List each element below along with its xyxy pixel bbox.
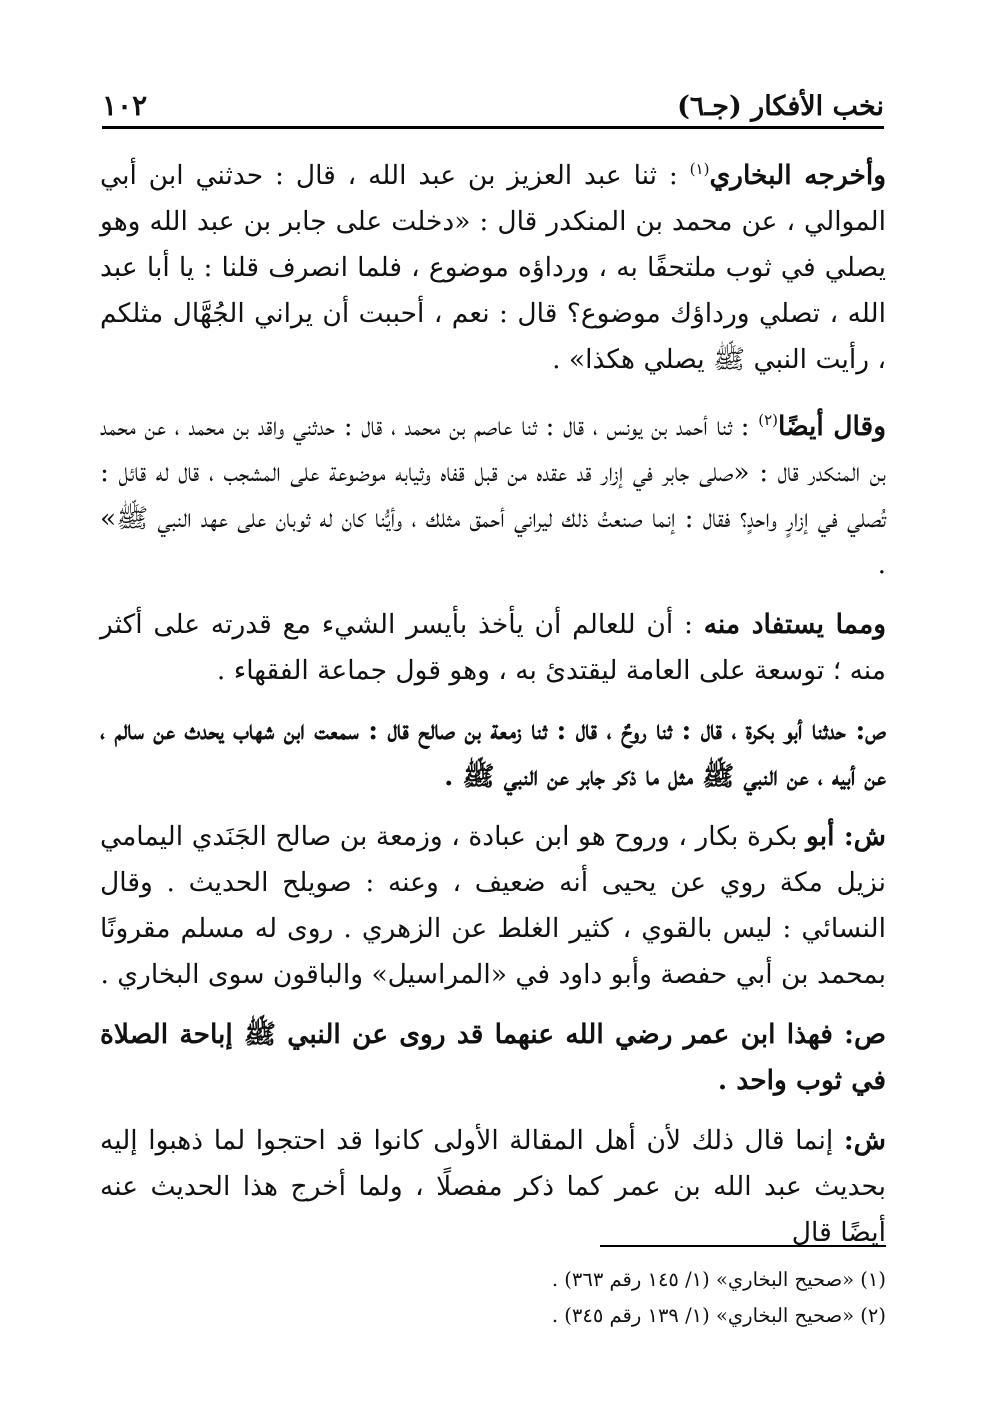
paragraph-text: : ثنا أحمد بن يونس ، قال : ثنا عاصم بن محمد ، قال : حدثني واقد بن محمد ، عن محمد بن المنكدر قال : «صلى جابر في إزار قد عقده من قبل قفاه وثيابه موضوعة على المشجب ، قال له قائل : تُصلي في إزارٍ واحدٍ؟ فقال : إنما صنعتُ ذلك ليراني أحمق مثلك ، وأيُّنا كان له ثوبان على عهد النبي ﷺ» . — [100, 410, 886, 580]
paragraph-shin-2 — [100, 1118, 886, 1256]
paragraph-lead: ص: — [855, 714, 886, 746]
paragraph-shin-1 — [100, 814, 886, 998]
footnotes — [100, 1262, 886, 1334]
paragraph-text: : أن للعالم أن يأخذ بأيسر الشيء مع قدرته على أكثر منه ؛ توسعة على العامة ليقتدئ به ، وهو قول جماعة الفقهاء . — [100, 608, 886, 686]
footnote-ref[interactable]: (٢) — [758, 410, 778, 429]
paragraph-bukhari-1 — [100, 146, 886, 383]
paragraph-text: إنما قال ذلك لأن أهل المقالة الأولى كانوا قد احتجوا لما ذهبوا إليه بحديث عبد الله بن عمر كما ذكر مفصلًا ، ولما أخرج هذا الحديث عنه أيضًا قال — [100, 1124, 886, 1248]
footnote-1: (١) «صحيح البخاري» (١/ ١٤٥ رقم ٣٦٣) . — [551, 1268, 886, 1291]
paragraph-text: بكرة بكار ، وروح هو ابن عبادة ، وزمعة بن صالح الجَنَدي اليمامي نزيل مكة روي عن يحيى أنه ضعيف ، وعنه : صويلح الحديث . وقال النسائي : ليس بالقوي ، كثير الغلط عن الزهري . روى له مسلم مقرونًا بمحمد بن أبي حفصة وأبو داود في «المراسيل» والباقون سوى البخاري . — [100, 820, 886, 990]
main-text — [100, 146, 886, 1270]
paragraph-lead: ش: أبو — [806, 820, 886, 852]
paragraph-lead: وأخرجه البخاري — [709, 159, 886, 191]
paragraph-lead: وقال أيضًا — [778, 410, 886, 442]
paragraph-bukhari-2 — [100, 397, 886, 588]
paragraph-text: حدثنا أبو بكرة ، قال : ثنا روحٌ ، قال : ثنا زمعة بن صالح قال : سمعت ابن شهاب يحدث عن سالم ، عن أبيه ، عن النبي ﷺ مثل ما ذكر جابر عن النبي ﷺ . — [100, 714, 886, 792]
paragraph-lead: ص: — [844, 1018, 886, 1050]
paragraph-text: فهذا ابن عمر رضي الله عنهما قد روى عن النبي ﷺ إباحة الصلاة في ثوب واحد . — [100, 1018, 886, 1096]
paragraph-benefit — [100, 602, 886, 694]
running-title: نخب الأفكار (جـ٦) — [677, 91, 884, 122]
header-rule — [102, 126, 884, 129]
paragraph-text: : ثنا عبد العزيز بن عبد الله ، قال : حدثني ابن أبي الموالي ، عن محمد بن المنكدر قال : «دخلت على جابر بن عبد الله وهو يصلي في ثوب ملتحفًا به ، ورداؤه موضوع ، فلما انصرف قلنا : يا أبا عبد الله ، تصلي ورداؤك موضوع؟ قال : نعم ، أحببت أن يراني الجُهَّال مثلكم ، رأيت النبي ﷺ يصلي هكذا» . — [100, 159, 886, 375]
footnote-ref[interactable]: (١) — [689, 160, 710, 178]
paragraph-lead: ش: — [843, 1124, 886, 1156]
footnote-rule — [600, 1245, 886, 1247]
page-header — [102, 82, 884, 122]
paragraph-sad-2 — [100, 1012, 886, 1104]
page-number: ١٠٢ — [102, 89, 148, 122]
footnote-2: (٢) «صحيح البخاري» (١/ ١٣٩ رقم ٣٤٥) . — [551, 1304, 886, 1327]
paragraph-lead: ومما يستفاد منه — [703, 608, 886, 640]
paragraph-sad-1 — [100, 708, 886, 800]
